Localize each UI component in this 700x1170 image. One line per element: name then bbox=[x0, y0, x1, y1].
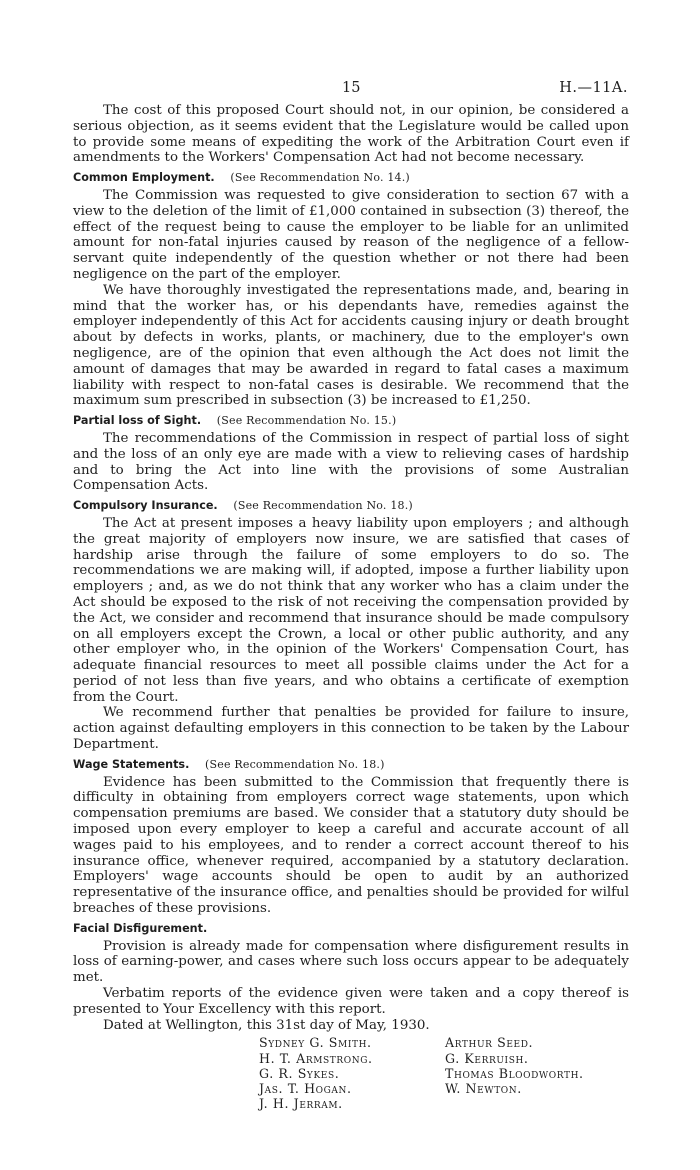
signatory-name: G. Kerruish. bbox=[445, 1050, 529, 1066]
section-heading-common-employment bbox=[73, 170, 629, 186]
heading-title: Wage Statements. bbox=[73, 757, 190, 771]
section-heading-facial-disfigurement bbox=[73, 921, 629, 937]
paragraph-section-67: The Commission was requested to give consideration to section 67 with a view to the deletion of the limit of £1,000 contained in subsection (3) thereof, the effect of the request being to cause the employer to be liable for an unlimited amount for non-fatal injuries caused by reason of the negligence of a fellow-servant quite independently of the question whether or not there had been negligence on the part of the employer. bbox=[73, 187, 629, 282]
heading-title: Common Employment. bbox=[73, 171, 215, 185]
paragraph-verbatim-reports: Verbatim reports of the evidence given were taken and a copy thereof is presented to Your Excellency with this report. bbox=[73, 986, 629, 1017]
paragraph-court-cost: The cost of this proposed Court should not, in our opinion, be considered a serious objection, as it seems evident that the Legislature would be called upon to provide some means of expediting the work of the Arbitration Court even if amendments to the Workers' Compensation Act had not become necessary. bbox=[73, 103, 629, 166]
recommendation-reference: (See Recommendation No. 15.) bbox=[216, 414, 397, 428]
section-heading-partial-loss-of-sight bbox=[73, 413, 629, 429]
recommendation-reference: (See Recommendation No. 18.) bbox=[233, 499, 413, 513]
paragraph-dated: Dated at Wellington, this 31st day of May, 1930. bbox=[103, 1017, 430, 1033]
paragraph-disfigurement: Provision is already made for compensation where disfigurement results in loss of earning-power, and cases where such loss occurs appear to be adequately met. bbox=[73, 938, 629, 986]
paragraph-penalties: We recommend further that penalties be provided for failure to insure, action against defaulting employers in this connection to be taken by the Labour Department. bbox=[73, 705, 629, 753]
signatory-name: H. T. Armstrong. bbox=[259, 1050, 373, 1066]
paragraph-wage-statements: Evidence has been submitted to the Commission that frequently there is difficulty in obtaining from employers correct wage statements, upon which compensation premiums are based. We consider that a statutory duty should be imposed upon every employer to keep a careful and accurate account of all wages paid to his employees, and to render a correct account thereof to his insurance office, whenever required, accompanied by a statutory declaration. Employers' wage accounts should be open to audit by an authorized representative of the insurance office, and penalties should be provided for wilful breaches of these provisions. bbox=[73, 774, 629, 917]
signature-column-left bbox=[259, 1035, 373, 1111]
paragraph-loss-of-sight: The recommendations of the Commission in respect of partial loss of sight and the loss of an only eye are made with a view to relieving cases of hardship and to bring the Act into line with the provisions of some Australian Compensation Acts. bbox=[73, 430, 629, 494]
document-reference: H.—11A. bbox=[559, 80, 628, 96]
signatory-name: Arthur Seed. bbox=[445, 1035, 534, 1051]
recommendation-reference: (See Recommendation No. 14.) bbox=[230, 171, 410, 185]
signature-column-right bbox=[445, 1035, 584, 1096]
paragraph-investigation: We have thoroughly investigated the representations made, and, bearing in mind that the worker has, or his dependants have, remedies against the employer independently of this Act for accidents causing injury or death brought about by defects in works, plants, or machinery, due to the employer's own negligence, are of the opinion that even although the Act does not limit the amount of damages that may be awarded in regard to fatal cases a maximum liability with respect to non-fatal cases is desirable. We recommend that the maximum sum prescribed in subsection (3) be increased to £1,250. bbox=[73, 282, 629, 409]
recommendation-reference: (See Recommendation No. 18.) bbox=[205, 757, 385, 771]
document-body bbox=[73, 103, 629, 1131]
signatory-name: Jas. T. Hogan. bbox=[259, 1081, 352, 1097]
heading-title: Partial loss of Sight. bbox=[73, 414, 202, 428]
paragraph-insurance: The Act at present imposes a heavy liability upon employers ; and although the great majority of employers now insure, we are satisfied that cases of hardship arise through the failure of some employers to do so. The recommendations we are making will, if adopted, impose a further liability upon employers ; and, as we do not think that any worker who has a claim under the Act should be exposed to the risk of not receiving the compensation provided by the Act, we consider and recommend that insurance should be made compulsory on all employers except the Crown, a local or other public authority, and any other employer who, in the opinion of the Workers' Compensation Court, has adequate financial resources to meet all possible claims under the Act for a period of not less than five years, and who obtains a certificate of exemption from the Court. bbox=[73, 515, 629, 705]
signatory-name: Sydney G. Smith. bbox=[259, 1035, 372, 1051]
page-number: 15 bbox=[342, 80, 361, 96]
section-heading-compulsory-insurance bbox=[73, 498, 629, 514]
page-header bbox=[0, 80, 700, 100]
signatory-name: W. Newton. bbox=[445, 1081, 522, 1097]
heading-title: Compulsory Insurance. bbox=[73, 499, 218, 513]
signature-block bbox=[73, 1035, 629, 1131]
signatory-name: Thomas Bloodworth. bbox=[445, 1065, 584, 1081]
section-heading-wage-statements bbox=[73, 757, 629, 773]
signatory-name: J. H. Jerram. bbox=[259, 1096, 343, 1112]
heading-title: Facial Disfigurement. bbox=[73, 921, 208, 935]
signatory-name: G. R. Sykes. bbox=[259, 1065, 340, 1081]
